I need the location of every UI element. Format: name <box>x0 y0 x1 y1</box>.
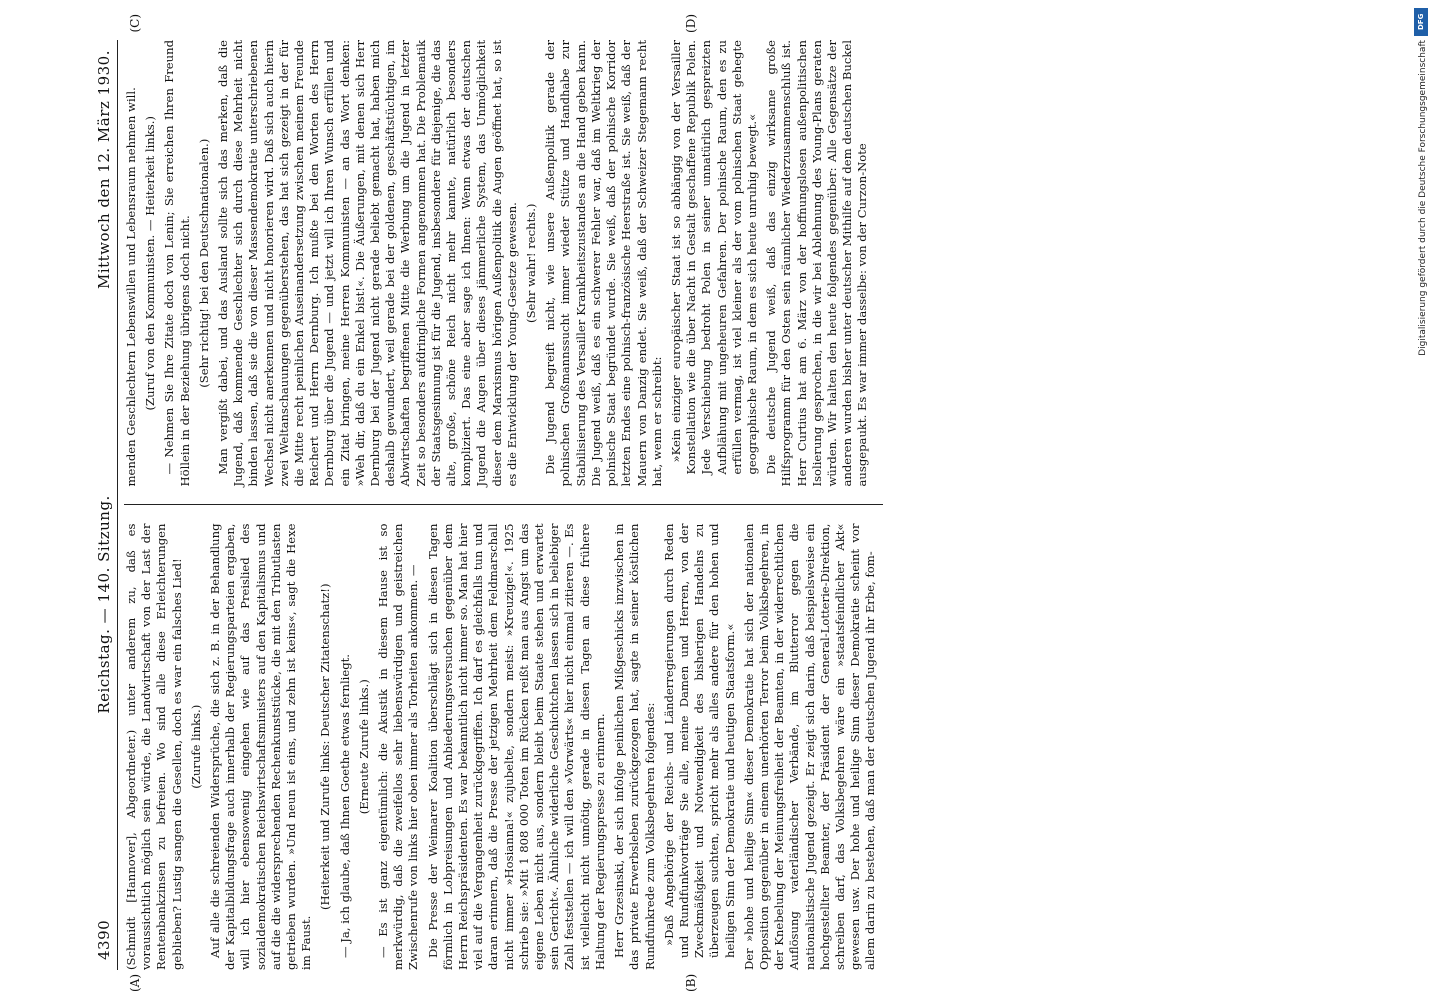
right-column-paragraph: Die deutsche Jugend weiß, daß das einzig wirksame große Hilfsprogramm für den Osten sein räumlicher Wiederzusammenschluß ist. Herr Curtius hat am 6. März von der hoffnungslosen außenpolitischen Isolierung gesprochen, in die wir bei Ablehnung des Young-Plans geraten würden. Wir halten den heute folgendes gegenüber: Alle Gegensätze der anderen wurden bisher unter deutscher Mithilfe auf dem deutschen Buckel ausgepaukt. Es war immer dasselbe: von der Curzon-Note <box>764 40 870 487</box>
left-column-paragraph: (Erneute Zurufe links.) <box>356 679 371 815</box>
dfg-badge: DFG <box>1414 8 1428 36</box>
margin-marker-b: (B) <box>684 973 698 992</box>
header-rule <box>117 40 118 970</box>
right-column-paragraph: (Sehr wahr! rechts.) <box>524 203 539 323</box>
page-number: 4390 <box>95 919 113 960</box>
left-column-paragraph: (Heiterkeit und Zurufe links: Deutscher Zitatenschatz!) <box>318 583 333 910</box>
margin-marker-c: (C) <box>128 14 142 33</box>
right-column-paragraph: — Nehmen Sie Ihre Zitate doch von Lenin; Sie erreichen Ihren Freund Höllein in der Beziehung übrigens doch nicht. <box>162 40 192 487</box>
side-note <box>1408 8 1432 992</box>
session-date: Mittwoch den 12. März 1930. <box>95 50 113 290</box>
column-divider <box>124 505 883 506</box>
right-column <box>124 40 883 487</box>
left-column-paragraph: Der »hohe und heilige Sinn« dieser Demokratie hat sich der nationalen Opposition gegenüber in einem unerhörten Terror beim Volksbegehren, in der Knebelung der Meinungsfreiheit der Beamten, in der widerrechtlichen Auflösung vaterländischer Verbände, im Blutterror gegen die nationalistische Jugend gezeigt. Er zeigt sich darin, daß beispielsweise ein hochgestellter Beamter, der Präsident der General-Lotterie-Direktion, schreiben darf, das Volksbegehren wäre ein »staatsfeindlicher Akt« gewesen usw. Der hohe und heilige Sinn dieser Demokratie scheint vor allem darin zu bestehen, daß man der deutschen Jugend ihr Erbe, fom- <box>741 523 878 970</box>
left-column-paragraph: Herr Grzesinski, der sich infolge peinlichen Mißgeschicks inzwischen in das private Erwerbsleben zurückgezogen hat, sagte in seiner köstlichen Rundfunkrede zum Volksbegehren folgendes: <box>612 523 657 970</box>
digitization-note: Digitalisierung gefördert durch die Deutsche Forschungsgemeinschaft <box>1418 40 1428 356</box>
right-column-paragraph: (Zuruf von den Kommunisten. — Heiterkeit links.) <box>143 116 158 411</box>
left-column-paragraph: Auf alle die schreienden Widersprüche, die sich z. B. in der Behandlung der Kapitalbildungsfrage auch innerhalb der Regierungsparteien ergaben, will ich hier ebensowenig eingehen wie auf das Preislied des sozialdemokratischen Reichswirtschaftsministers auf den Kapitalismus und auf die die widersprechenden Rechenkunststücke, die mit den Tributlasten getrieben wurden. »Und neun ist eins, und zehn ist keins«, sagt die Hexe im Faust. <box>208 523 314 970</box>
left-column-paragraph: »Daß Angehörige der Reichs- und Länderregierungen durch Reden und Rundfunkvorträge Sie alle, meine Damen und Herren, von der Zweckmäßigkeit und Notwendigkeit des bisherigen Handelns zu überzeugen suchten, spricht mehr als alles andere für den hohen und heiligen Sinn der Demokratie und heutigen Staatsform.« <box>661 523 737 958</box>
right-column-paragraph: Die Jugend begreift nicht, wie unsere Außenpolitik gerade der polnischen Großmannssucht immer wieder Stütze und Handhabe zur Stabilisierung des Versailler Krankheitszustandes an die Hand geben kann. Die Jugend weiß, daß es ein schwerer Fehler war, daß im Weltkrieg der polnische Staat begründet wurde. Sie weiß, daß der polnische Korridor letzten Endes eine polnisch-französische Heerstraße ist. Sie weiß, daß der Mauern von Danzig endet. Sie weiß, daß der Schweizer Stegemann recht hat, wenn er schreibt: <box>543 40 664 487</box>
left-column-paragraph: (Zurufe links.) <box>188 704 203 789</box>
left-column <box>124 524 883 971</box>
margin-marker-d: (D) <box>684 14 698 33</box>
right-column-paragraph: (Sehr richtig! bei den Deutschnationalen.) <box>196 138 211 388</box>
left-column-paragraph: — Es ist ganz eigentümlich: die Akustik in diesem Hause ist so merkwürdig, daß die zweifellos sehr liebenswürdigen und geistreichen Zwischenrufe von links hier oben immer als Torheiten ankommen. — <box>376 523 421 970</box>
margin-marker-a: (A) <box>128 973 142 992</box>
right-column-paragraph: menden Geschlechtern Lebenswillen und Lebensraum nehmen will. <box>124 87 138 487</box>
right-column-paragraph: Man vergißt dabei, und das Ausland sollte sich das merken, daß die Jugend, daß kommende Geschlechter sich durch diese Mehrheit nicht binden lassen, daß sie die von dieser Massendemokratie unterschriebenen Wechsel nicht anerkennen und nicht honorieren wird. Daß sich auch hierin zwei Weltanschauungen gegenüberstehen, das hat sich gezeigt in der für die Mitte recht peinlichen Auseinandersetzung zwischen meinem Freunde Reichert und Herrn Dernburg. Ich mußte bei den Worten des Herrn Dernburg über die Jugend — und jetzt will ich Ihren Wunsch erfüllen und ein Zitat bringen, meine Herren Kommunisten — an das Wort denken: »Weh dir, daß du ein Enkel bist!«. Die Äußerungen, mit denen sich Herr Dernburg bei der Jugend nicht gerade beliebt gemacht hat, haben mich deshalb gewundert, weil gerade bei der goldenen, geschäftstüchtigen, im Abwirtschaften begriffenen Mitte die Werbung um die Jugend in letzter Zeit so besonders aufdringliche Formen angenommen hat. Die Problematik der Staatsgesinnung ist für die Jugend, insbesondere für diejenige, die das alte, große, schöne Reich nicht mehr kannte, natürlich besonders kompliziert. Das eine aber sage ich Ihnen: Wenn etwas der deutschen Jugend die Augen über dieses jämmerliche System, das Unmöglichkeit dieser dem Marxismus hörigen Außenpolitik die Augen geöffnet hat, so ist es die Entwicklung der Young-Gesetze gewesen. <box>216 40 519 487</box>
text-columns <box>124 14 883 992</box>
session-title: Reichstag. — 140. Sitzung. <box>95 495 113 714</box>
right-column-paragraph: »Kein einziger europäischer Staat ist so abhängig von der Versailler Konstellation wie die über Nacht in Gestalt geschaffene Republik Polen. Jede Verschiebung bedroht Polen in seiner unnatürlich gespreizten Aufblähung mit ungeheuren Gefahren. Der polnische Raum, den es zu erfüllen vermag, ist viel kleiner als der vom polnischen Staat gehegte geographische Raum, in dem es sich heute unruhig bewegt.« <box>668 40 759 475</box>
running-head <box>95 40 115 970</box>
left-column-paragraph: (Schmidt [Hannover], Abgeordneter.) unter anderem zu, daß es voraussichtlich möglich sein würde, die Landwirtschaft von der Last der Rentenbankzinsen zu befreien. Wo sind alle diese Erleichterungen geblieben? Lustig sangen die Gesellen, doch es war ein falsches Lied! <box>124 523 184 970</box>
left-column-paragraph: Die Presse der Weimarer Koalition überschlägt sich in diesen Tagen förmlich in Lobpreisungen und Anbiederungsversuchen gegenüber dem Herrn Reichspräsidenten. Es war bekanntlich nicht immer so. Man hat hier viel auf die Vergangenheit zurückgegriffen. Ich darf es gleichfalls tun und daran erinnern, daß die Presse der jetzigen Mehrheit dem Feldmarschall nicht immer »Hosianna!« zujubelte, sondern meist: »Kreuzige!«. 1925 schrieb sie: »Mit 1 808 000 Toten im Rücken reißt man aus Angst um das eigene Leben nicht aus, sondern bleibt beim Staate stehen und erwartet sein Gericht«. Ähnliche widerliche Geschichtchen lassen sich in beliebiger Zahl feststellen — ich will den »Vorwärts« hier nicht einmal zitieren —. Es ist vielleicht nicht unnötig, gerade in diesen Tagen an diese frühere Haltung der Regierungspresse zu erinnern. <box>425 523 607 970</box>
left-column-paragraph: — Ja, ich glaube, daß Ihnen Goethe etwas fernliegt. <box>337 654 352 958</box>
